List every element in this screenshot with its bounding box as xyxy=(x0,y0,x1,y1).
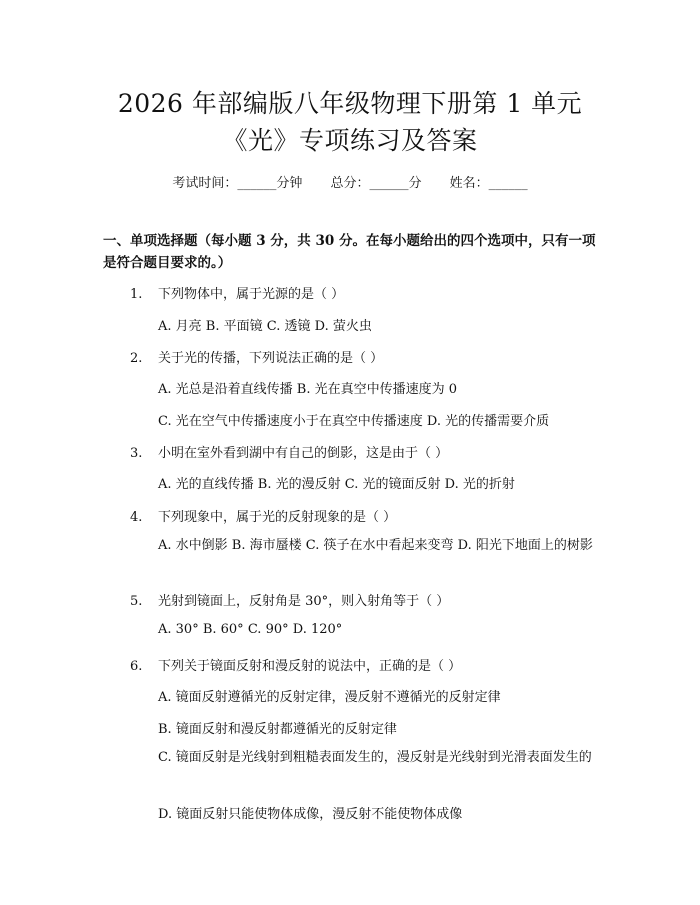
question-4 xyxy=(130,506,396,525)
question-3-options: A. 光的直线传播 B. 光的漫反射 C. 光的镜面反射 D. 光的折射 xyxy=(158,477,515,492)
question-5-options: A. 30° B. 60° C. 90° D. 120° xyxy=(158,622,343,637)
question-text: 下列物体中，属于光源的是（ ） xyxy=(158,287,345,302)
document-title-line-1: 2026 年部编版八年级物理下册第 1 单元 xyxy=(117,89,583,118)
exam-info xyxy=(0,172,700,191)
total-score-field: 总分：______分 xyxy=(330,176,422,191)
question-6-option-d: D. 镜面反射只能使物体成像，漫反射不能使物体成像 xyxy=(158,807,463,822)
exam-time-field: 考试时间：______分钟 xyxy=(172,176,303,191)
question-2-options-c-d: C. 光在空气中传播速度小于在真空中传播速度 D. 光的传播需要介质 xyxy=(158,414,550,429)
question-number: 6. xyxy=(130,659,143,674)
question-number: 5. xyxy=(130,594,143,609)
question-6-option-c: C. 镜面反射是光线射到粗糙表面发生的，漫反射是光线射到光滑表面发生的 xyxy=(158,750,592,765)
question-text: 关于光的传播，下列说法正确的是（ ） xyxy=(158,351,384,366)
question-4-options: A. 水中倒影 B. 海市蜃楼 C. 筷子在水中看起来变弯 D. 阳光下地面上的树影 xyxy=(158,538,593,553)
section-heading: 一、单项选择题（每小题 3 分，共 30 分。在每小题给出的四个选项中，只有一项是符合题目要求的。） xyxy=(103,233,596,271)
student-name-field: 姓名：______ xyxy=(449,176,528,191)
question-number: 2. xyxy=(130,351,143,366)
document-title-line-2: 《光》专项练习及答案 xyxy=(222,126,478,155)
question-number: 3. xyxy=(130,446,143,461)
question-number: 1. xyxy=(130,287,143,302)
question-6 xyxy=(130,655,461,674)
question-text: 小明在室外看到湖中有自己的倒影，这是由于（ ） xyxy=(158,446,449,461)
question-3 xyxy=(130,442,448,461)
question-2-options-a-b: A. 光总是沿着直线传播 B. 光在真空中传播速度为 0 xyxy=(158,382,458,397)
question-6-option-a: A. 镜面反射遵循光的反射定律，漫反射不遵循光的反射定律 xyxy=(158,690,501,705)
question-number: 4. xyxy=(130,510,143,525)
question-1-options: A. 月亮 B. 平面镜 C. 透镜 D. 萤火虫 xyxy=(158,319,372,334)
question-text: 下列现象中，属于光的反射现象的是（ ） xyxy=(158,510,397,525)
question-2 xyxy=(130,347,383,366)
question-1 xyxy=(130,283,344,302)
question-5 xyxy=(130,590,449,609)
question-6-option-b: B. 镜面反射和漫反射都遵循光的反射定律 xyxy=(158,722,397,737)
question-text: 光射到镜面上，反射角是 30°，则入射角等于（ ） xyxy=(158,594,450,609)
question-text: 下列关于镜面反射和漫反射的说法中，正确的是（ ） xyxy=(158,659,462,674)
